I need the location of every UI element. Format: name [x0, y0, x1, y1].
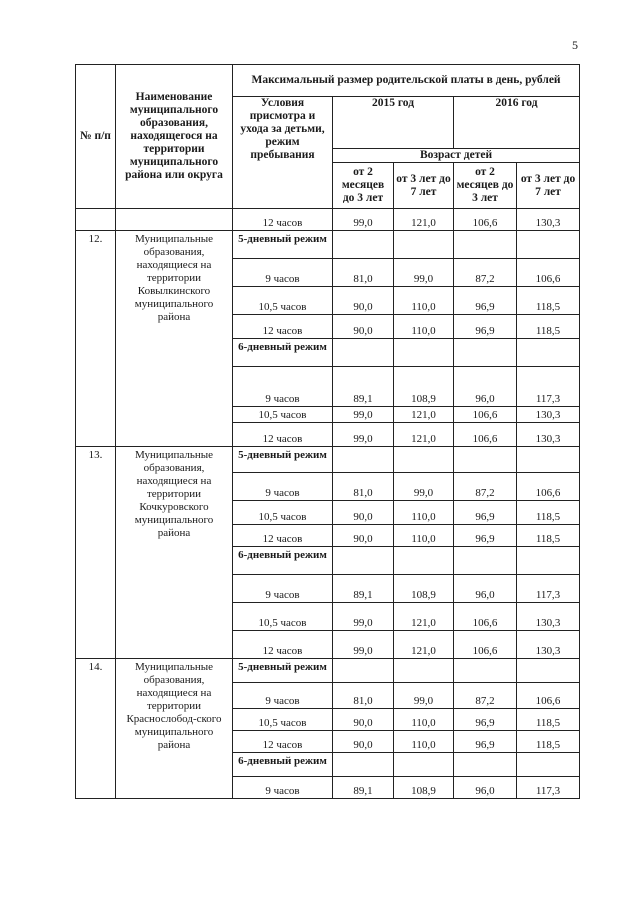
- value-cell: 106,6: [517, 259, 580, 287]
- value-cell: 99,0: [333, 407, 394, 423]
- value-cell: [517, 547, 580, 575]
- row-number: 12.: [76, 231, 116, 447]
- value-cell: [454, 447, 517, 473]
- condition-cell: 9 часов: [233, 473, 333, 501]
- value-cell: 110,0: [394, 525, 454, 547]
- value-cell: 90,0: [333, 501, 394, 525]
- value-cell: [517, 447, 580, 473]
- condition-cell: 12 часов: [233, 423, 333, 447]
- value-cell: [454, 231, 517, 259]
- value-cell: 96,0: [454, 575, 517, 603]
- header-age-group: от 2 месяцев до 3 лет: [454, 163, 517, 209]
- mode-label: 6-дневный режим: [233, 547, 333, 575]
- value-cell: 121,0: [394, 423, 454, 447]
- header-age-group: от 2 месяцев до 3 лет: [333, 163, 394, 209]
- value-cell: 96,0: [454, 777, 517, 799]
- header-conditions: Условия присмотра и ухода за детьми, режим пребывания: [233, 97, 333, 209]
- value-cell: 118,5: [517, 501, 580, 525]
- value-cell: 89,1: [333, 777, 394, 799]
- value-cell: 81,0: [333, 683, 394, 709]
- condition-cell: 12 часов: [233, 731, 333, 753]
- value-cell: 99,0: [394, 683, 454, 709]
- value-cell: [333, 547, 394, 575]
- value-cell: 121,0: [394, 209, 454, 231]
- header-year-2015: 2015 год: [333, 97, 454, 149]
- value-cell: 96,9: [454, 525, 517, 547]
- mode-label: 5-дневный режим: [233, 659, 333, 683]
- condition-cell: 9 часов: [233, 777, 333, 799]
- mode-label: 6-дневный режим: [233, 339, 333, 367]
- row-number: 14.: [76, 659, 116, 799]
- value-cell: 121,0: [394, 603, 454, 631]
- value-cell: 110,0: [394, 501, 454, 525]
- value-cell: [517, 339, 580, 367]
- value-cell: 90,0: [333, 315, 394, 339]
- condition-cell: 9 часов: [233, 259, 333, 287]
- value-cell: 81,0: [333, 259, 394, 287]
- condition-cell: 12 часов: [233, 631, 333, 659]
- value-cell: [517, 231, 580, 259]
- value-cell: 117,3: [517, 575, 580, 603]
- municipality-name: Муниципальные образования, находящиеся на территории Краснослобод-ского муниципального района: [116, 659, 233, 799]
- value-cell: 96,9: [454, 501, 517, 525]
- value-cell: 96,0: [454, 367, 517, 407]
- value-cell: 106,6: [517, 683, 580, 709]
- value-cell: 89,1: [333, 575, 394, 603]
- value-cell: 106,6: [454, 407, 517, 423]
- value-cell: 87,2: [454, 473, 517, 501]
- value-cell: [394, 231, 454, 259]
- value-cell: 96,9: [454, 709, 517, 731]
- table-row: [76, 209, 580, 231]
- header-age-group: от 3 лет до 7 лет: [517, 163, 580, 209]
- row-number: [76, 209, 116, 231]
- value-cell: [394, 659, 454, 683]
- header-max-fee: Максимальный размер родительской платы в день, рублей: [233, 65, 580, 97]
- value-cell: [333, 447, 394, 473]
- table-row: [76, 659, 580, 683]
- value-cell: 99,0: [333, 209, 394, 231]
- value-cell: 118,5: [517, 709, 580, 731]
- value-cell: 99,0: [333, 603, 394, 631]
- value-cell: [517, 659, 580, 683]
- condition-cell: 9 часов: [233, 683, 333, 709]
- header-age: Возраст детей: [333, 149, 580, 163]
- value-cell: 117,3: [517, 367, 580, 407]
- value-cell: 90,0: [333, 731, 394, 753]
- condition-cell: 10,5 часов: [233, 501, 333, 525]
- value-cell: 117,3: [517, 777, 580, 799]
- value-cell: [517, 753, 580, 777]
- value-cell: 118,5: [517, 731, 580, 753]
- value-cell: [333, 339, 394, 367]
- value-cell: 118,5: [517, 525, 580, 547]
- condition-cell: 10,5 часов: [233, 603, 333, 631]
- value-cell: 110,0: [394, 287, 454, 315]
- value-cell: [454, 547, 517, 575]
- value-cell: 99,0: [394, 259, 454, 287]
- value-cell: 106,6: [454, 423, 517, 447]
- value-cell: [454, 659, 517, 683]
- value-cell: [333, 659, 394, 683]
- value-cell: [333, 231, 394, 259]
- value-cell: 130,3: [517, 423, 580, 447]
- mode-label: 5-дневный режим: [233, 231, 333, 259]
- value-cell: 96,9: [454, 287, 517, 315]
- value-cell: [454, 753, 517, 777]
- condition-cell: 10,5 часов: [233, 407, 333, 423]
- value-cell: [394, 547, 454, 575]
- value-cell: 106,6: [454, 209, 517, 231]
- value-cell: 108,9: [394, 367, 454, 407]
- value-cell: 130,3: [517, 407, 580, 423]
- value-cell: [394, 447, 454, 473]
- condition-cell: 10,5 часов: [233, 709, 333, 731]
- condition-cell: 9 часов: [233, 575, 333, 603]
- header-year-2016: 2016 год: [454, 97, 580, 149]
- condition-cell: 12 часов: [233, 315, 333, 339]
- condition-cell: 12 часов: [233, 209, 333, 231]
- value-cell: 87,2: [454, 259, 517, 287]
- value-cell: 90,0: [333, 709, 394, 731]
- value-cell: 96,9: [454, 731, 517, 753]
- header-num: № п/п: [76, 65, 116, 209]
- value-cell: 130,3: [517, 631, 580, 659]
- value-cell: 106,6: [454, 603, 517, 631]
- mode-label: 6-дневный режим: [233, 753, 333, 777]
- value-cell: [454, 339, 517, 367]
- value-cell: 90,0: [333, 525, 394, 547]
- value-cell: 110,0: [394, 731, 454, 753]
- value-cell: 106,6: [517, 473, 580, 501]
- value-cell: 108,9: [394, 575, 454, 603]
- value-cell: [333, 753, 394, 777]
- header-age-group: от 3 лет до 7 лет: [394, 163, 454, 209]
- row-number: 13.: [76, 447, 116, 659]
- value-cell: 99,0: [333, 631, 394, 659]
- value-cell: 118,5: [517, 315, 580, 339]
- municipality-name: Муниципальные образования, находящиеся на территории Кочкуровского муниципального района: [116, 447, 233, 659]
- parental-fee-table: [75, 64, 580, 799]
- value-cell: 99,0: [394, 473, 454, 501]
- value-cell: 99,0: [333, 423, 394, 447]
- municipality-name: Муниципальные образования, находящиеся на территории Ковылкинского муниципального района: [116, 231, 233, 447]
- mode-label: 5-дневный режим: [233, 447, 333, 473]
- value-cell: 110,0: [394, 315, 454, 339]
- header-name: Наименование муниципального образования, находящегося на территории муниципального района или округа: [116, 65, 233, 209]
- value-cell: 106,6: [454, 631, 517, 659]
- value-cell: 90,0: [333, 287, 394, 315]
- table-row: [76, 231, 580, 259]
- value-cell: 96,9: [454, 315, 517, 339]
- value-cell: [394, 753, 454, 777]
- value-cell: 130,3: [517, 209, 580, 231]
- condition-cell: 12 часов: [233, 525, 333, 547]
- value-cell: [394, 339, 454, 367]
- value-cell: 130,3: [517, 603, 580, 631]
- value-cell: 110,0: [394, 709, 454, 731]
- row-name: [116, 209, 233, 231]
- value-cell: 121,0: [394, 407, 454, 423]
- table-row: [76, 447, 580, 473]
- value-cell: 89,1: [333, 367, 394, 407]
- value-cell: 108,9: [394, 777, 454, 799]
- value-cell: 121,0: [394, 631, 454, 659]
- value-cell: 81,0: [333, 473, 394, 501]
- value-cell: 118,5: [517, 287, 580, 315]
- page-number: 5: [572, 38, 578, 52]
- condition-cell: 9 часов: [233, 367, 333, 407]
- condition-cell: 10,5 часов: [233, 287, 333, 315]
- value-cell: 87,2: [454, 683, 517, 709]
